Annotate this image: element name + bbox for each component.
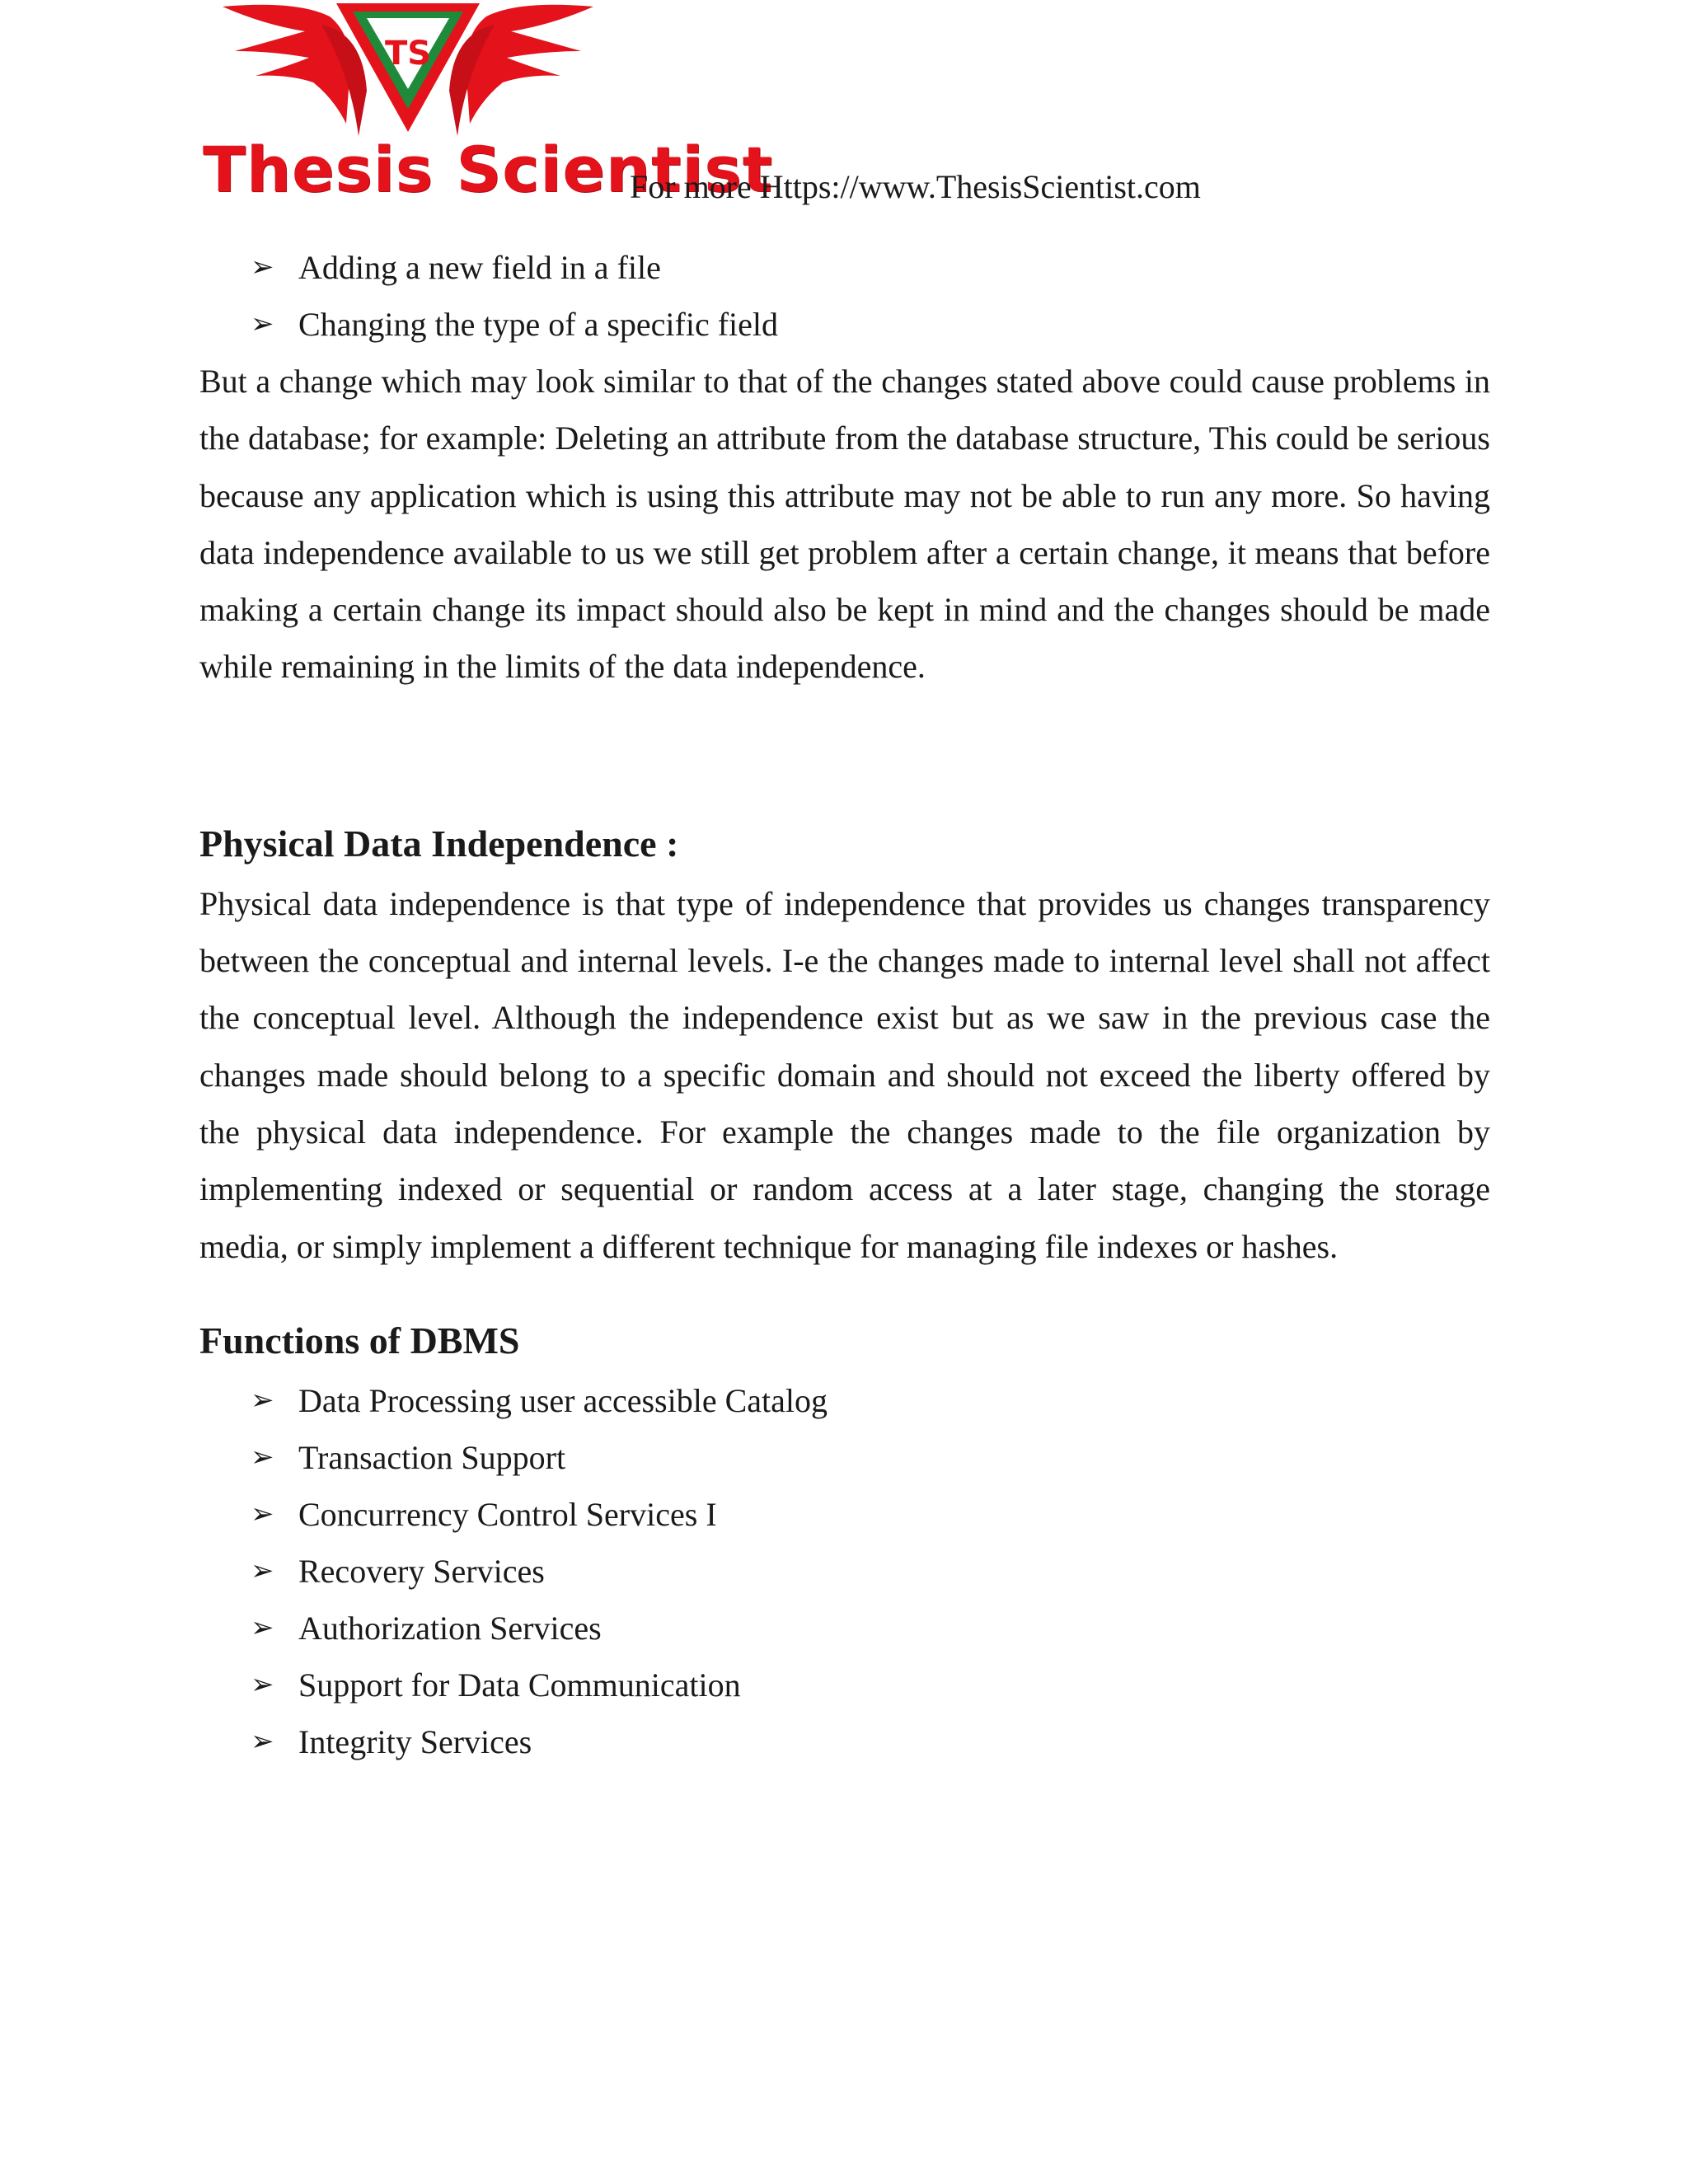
list-item [199,1600,1490,1657]
website-link-text[interactable]: For more Https://www.ThesisScientist.com [630,168,1201,205]
list-item [199,1486,1490,1543]
arrowhead-bullet-icon: ➢ [251,1724,274,1758]
list-item-text: Adding a new field in a file [298,249,661,286]
spacer [199,696,1490,813]
list-item [199,296,1490,353]
list-item-text: Authorization Services [298,1609,602,1647]
arrowhead-bullet-icon: ➢ [251,1610,274,1644]
list-item [199,239,1490,296]
arrowhead-bullet-icon: ➢ [251,307,274,340]
list-item [199,1372,1490,1429]
list-item-text: Support for Data Communication [298,1666,741,1704]
thesis-scientist-logo-icon [198,0,618,140]
paragraph-physical-data-independence: Physical data independence is that type of independence that provides us changes transparency between the conceptual and internal levels. I-e the changes made to internal level shall not affect the conceptual level. Although the independence exist but as we saw in the previous case the changes made should belong to a specific domain and should not exceed the liberty offered by the physical data independence. For example the changes made to the file organization by implementing indexed or sequential or random access at a later stage, changing the storage media, or simply implement a different technique for managing file indexes or hashes. [199,884,1490,1265]
brand-wordmark: Thesis Scientist [203,133,773,206]
heading-functions-of-dbms: Functions of DBMS [199,1319,520,1361]
arrowhead-bullet-icon: ➢ [251,1667,274,1701]
list-item-text: Recovery Services [298,1552,545,1590]
arrowhead-bullet-icon: ➢ [251,1497,274,1530]
list-item-text: Integrity Services [298,1722,532,1760]
list-item [199,1657,1490,1713]
list-item-text: Concurrency Control Services I [298,1495,717,1533]
arrowhead-bullet-icon: ➢ [251,1383,274,1417]
list-item-text: Changing the type of a specific field [298,306,779,343]
spacer [199,1275,1490,1310]
document-content [199,239,1490,1770]
list-item-text: Transaction Support [298,1438,566,1476]
list-item [199,1713,1490,1770]
logo-monogram: TS [384,35,432,73]
arrowhead-bullet-icon: ➢ [251,1440,274,1474]
page-header [198,0,1517,214]
list-item-text: Data Processing user accessible Catalog [298,1381,828,1419]
list-item [199,1429,1490,1486]
functions-bullet-list [199,1372,1490,1770]
list-item [199,1543,1490,1600]
arrowhead-bullet-icon: ➢ [251,251,274,284]
arrowhead-bullet-icon: ➢ [251,1554,274,1587]
paragraph-data-independence-caveat: But a change which may look similar to that of the changes stated above could cause problems in the database; for example: Deleting an attribute from the database structure, This could be serious because any application which is using this attribute may not be able to run any more. So having data independence available to us we still get problem after a certain change, it means that before making a certain change its impact should also be kept in mind and the changes should be made while remaining in the limits of the data independence. [199,363,1490,686]
intro-bullet-list [199,239,1490,353]
heading-physical-data-independence: Physical Data Independence : [199,822,679,865]
